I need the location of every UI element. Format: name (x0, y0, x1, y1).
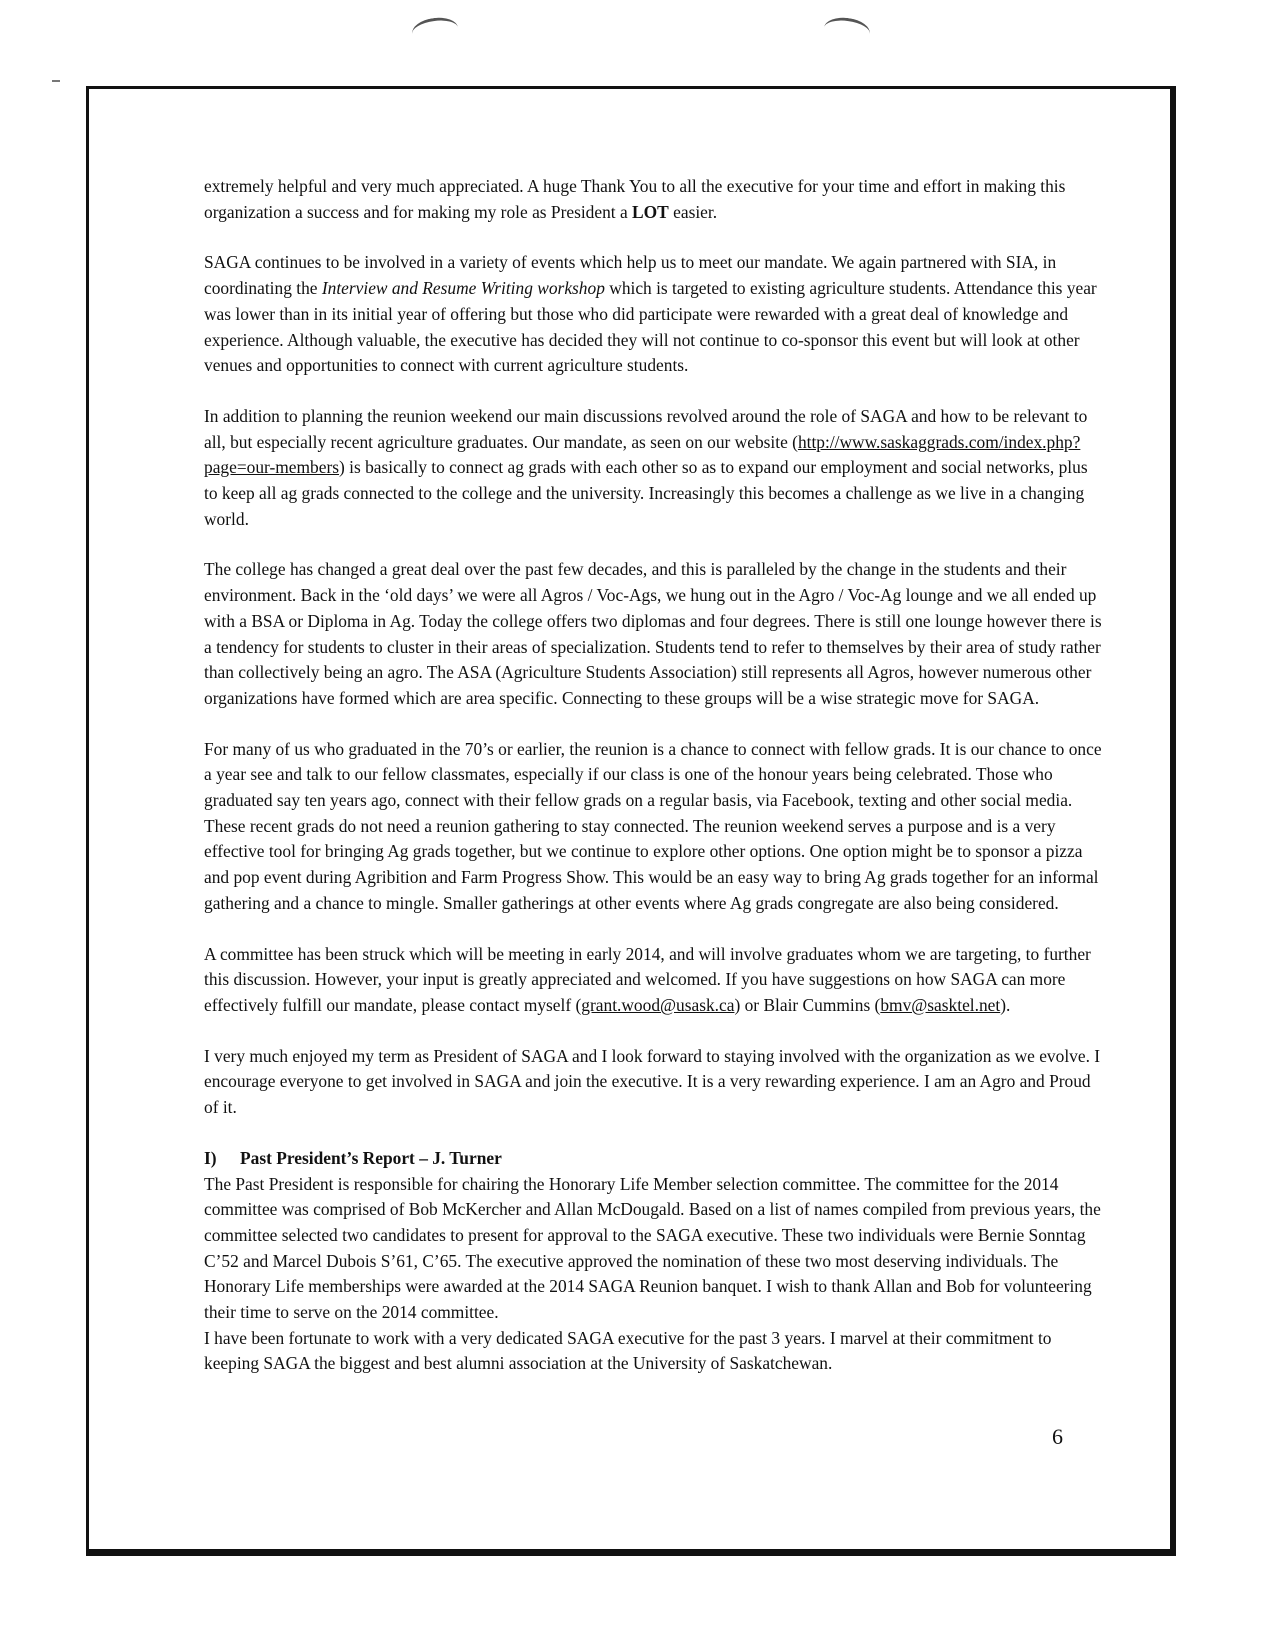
punch-hole-left (410, 15, 459, 46)
paragraph-executive-thanks: I have been fortunate to work with a very dedicated SAGA executive for the past 3 years. I marvel at their commitment to keeping SAGA the biggest and best alumni association at the University of Saskatchewan. (204, 1327, 1052, 1374)
paragraph-text: SAGA continues to be involved in a variety of events which help us to meet our mandate. We again partnered with SIA, in coordinating the (204, 252, 1057, 299)
email-link-blair[interactable]: bmv@sasktel.net (880, 994, 1001, 1015)
paragraph-past-president: The Past President is responsible for chairing the Honorary Life Member selection committee. The committee for the 2014 committee was comprised of Bob McKercher and Allan McDougald. Based on a list of names compiled from previous years, the committee selected two candidates to present for approval to the SAGA executive. These two individuals were Bernie Sonntag C’52 and Marcel Dubois S’61, C’65. The executive approved the nomination of these two most deserving individuals. The Honorary Life memberships were awarded at the 2014 SAGA Reunion banquet. I wish to thank Allan and Bob for volunteering their time to serve on the 2014 committee. (204, 1173, 1101, 1323)
paragraph-committee (204, 942, 1104, 1019)
section-heading (204, 1146, 1104, 1172)
paragraph-text: extremely helpful and very much appreciated. A huge Thank You to all the executive for your time and effort in making this organization a success and for making my role as President a (204, 176, 1066, 222)
paragraph-thanks (204, 174, 1104, 225)
paragraph-text: In addition to planning the reunion weekend our main discussions revolved around the role of SAGA and how to be relevant to all, but especially recent agriculture graduates. Our mandate, as seen on our website ( (204, 405, 1088, 452)
scan-mark (52, 80, 60, 82)
paragraph-mandate (204, 404, 1104, 533)
paragraph-reunion: For many of us who graduated in the 70’s or earlier, the reunion is a chance to connect with fellow grads. It is our chance to once a year see and talk to our fellow classmates, especially if our class is one of the honour years being celebrated. Those who graduated say ten years ago, connect with their fellow grads on a regular basis, via Facebook, texting and other social media. These recent grads do not need a reunion gathering to stay connected. The reunion weekend serves a purpose and is a very effective tool for bringing Ag grads together, but we continue to explore other options. One option might be to sponsor a pizza and pop event during Agribition and Farm Progress Show. This would be an easy way to bring Ag grads together for an informal gathering and a chance to mingle. Smaller gatherings at other events where Ag grads congregate are also being considered. (204, 738, 1102, 913)
paragraph-text: easier. (668, 201, 718, 222)
section-title: Past President’s Report – J. Turner (240, 1147, 502, 1168)
website-link[interactable]: http://www.saskaggrads.com/index.php?page=our-members (204, 431, 1081, 478)
section-number: I) (204, 1147, 217, 1168)
paragraph-text: ). (1000, 994, 1011, 1015)
email-link-grant[interactable]: grant.wood@usask.ca (581, 994, 735, 1015)
paragraph-text: ) is basically to connect ag grads with each other so as to expand our employment and social networks, plus to keep all ag grads connected to the college and the university. Increasingly this becomes a challenge as we live in a changing world. (204, 457, 1088, 529)
emphasis-lot: LOT (632, 201, 669, 222)
page-number: 6 (1052, 1424, 1063, 1449)
paragraph-text: A committee has been struck which will be meeting in early 2014, and will involve graduates whom we are targeting, to further this discussion. However, your input is greatly appreciated and welcomed. If you have suggestions on how SAGA can more effectively fulfill our mandate, please contact myself ( (204, 943, 1091, 1015)
punch-hole-right (822, 15, 871, 46)
paragraph-text: which is targeted to existing agriculture students. Attendance this year was lower than in its initial year of offering but those who did participate were rewarded with a great deal of knowledge and experience. Although valuable, the executive has decided they will not continue to co-sponsor this event but will look at other venues and opportunities to connect with current agriculture students. (204, 278, 1097, 376)
paragraph-text: ) or Blair Cummins ( (734, 994, 881, 1015)
paragraph-closing: I very much enjoyed my term as President of SAGA and I look forward to staying involved with the organization as we evolve. I encourage everyone to get involved in SAGA and join the executive. It is a very rewarding experience. I am an Agro and Proud of it. (204, 1045, 1101, 1118)
paragraph-events (204, 250, 1104, 379)
paragraph-college: The college has changed a great deal over the past few decades, and this is paralleled by the change in the students and their environment. Back in the ‘old days’ we were all Agros / Voc-Ags, we hung out in the Agro / Voc-Ag lounge and we all ended up with a BSA or Diploma in Ag. Today the college offers two diplomas and four degrees. There is still one lounge however there is a tendency for students to cluster in their areas of specialization. Students tend to refer to themselves by their area of study rather than collectively being an agro. The ASA (Agriculture Students Association) still represents all Agros, however numerous other organizations have formed which are area specific. Connecting to these groups will be a wise strategic move for SAGA. (204, 559, 1102, 708)
workshop-title: Interview and Resume Writing workshop (321, 278, 605, 299)
document-body (204, 174, 1104, 1377)
